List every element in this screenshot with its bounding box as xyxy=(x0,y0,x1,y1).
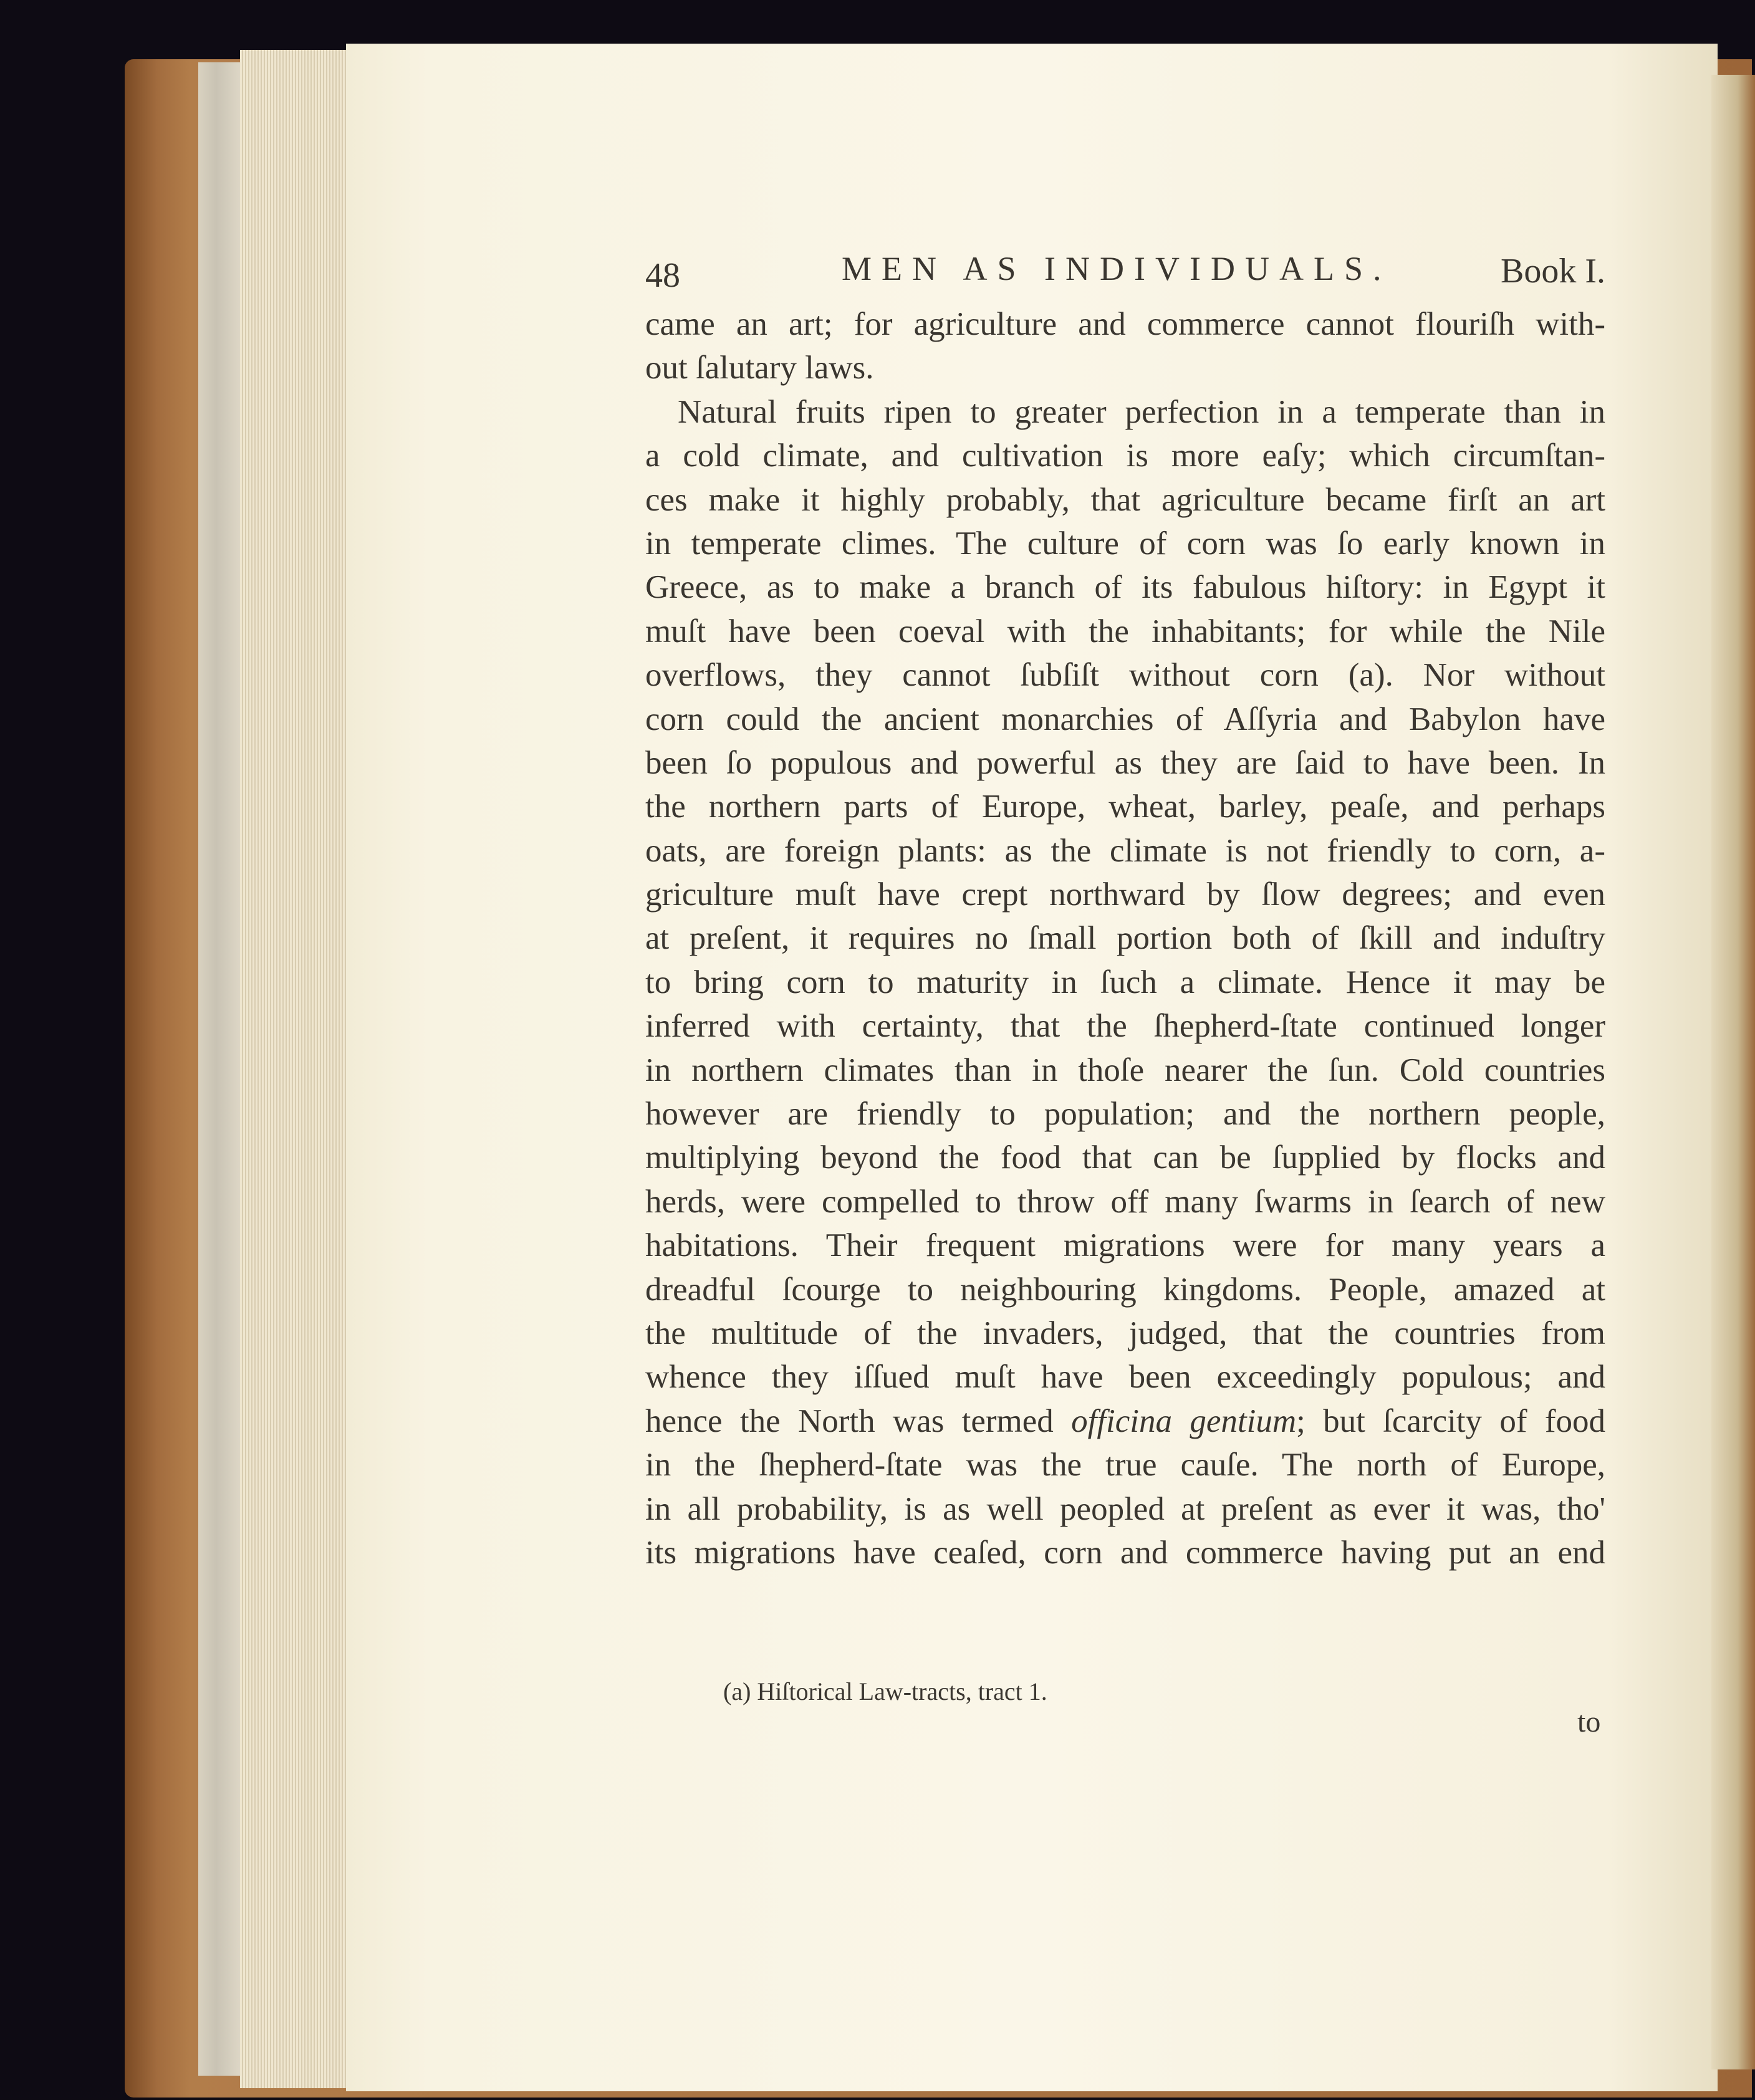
page-edges xyxy=(240,50,350,2088)
body-line: been ſo populous and powerful as they are ſaid to have been. In xyxy=(645,744,1605,781)
body-line: however are friendly to population; and the northern people, xyxy=(645,1096,1605,1133)
body-line: its migrations have ceaſed, corn and commerce having put an end xyxy=(645,1534,1605,1571)
body-line: habitations. Their frequent migrations were for many years a xyxy=(645,1227,1605,1264)
body-line: corn could the ancient monarchies of Aſſyria and Babylon have xyxy=(645,701,1605,737)
body-line: griculture muſt have crept northward by ſlow degrees; and even xyxy=(645,876,1605,913)
body-line: in all probability, is as well peopled at preſent as ever it was, tho' xyxy=(645,1490,1605,1527)
body-line: herds, were compelled to throw off many ſwarms in ſearch of new xyxy=(645,1183,1605,1220)
body-line: hence the North was termed officina gentium; but ſcarcity of food xyxy=(645,1402,1605,1439)
body-line: whence they iſſued muſt have been exceedingly populous; and xyxy=(645,1359,1605,1396)
body-line: multiplying beyond the food that can be ſupplied by flocks and xyxy=(645,1139,1605,1176)
body-line: came an art; for agriculture and commerce cannot flouriſh with- xyxy=(645,306,1605,342)
body-line: the multitude of the invaders, judged, that the countries from xyxy=(645,1315,1605,1351)
body-line: to bring corn to maturity in ſuch a climate. Hence it may be xyxy=(645,964,1605,1000)
running-title: MEN AS INDIVIDUALS. xyxy=(842,250,1392,287)
body-line: ces make it highly probably, that agriculture became firſt an art xyxy=(645,481,1605,518)
page-number: 48 xyxy=(645,256,680,295)
body-line: the northern parts of Europe, wheat, barley, peaſe, and perhaps xyxy=(645,789,1605,825)
body-line: muſt have been coeval with the inhabitants; for while the Nile xyxy=(645,613,1605,650)
body-line: Natural fruits ripen to greater perfection in a temperate than in xyxy=(678,393,1605,430)
facing-page-edge xyxy=(1711,75,1755,2069)
body-line: dreadful ſcourge to neighbouring kingdoms. People, amazed at xyxy=(645,1271,1605,1308)
body-line: Greece, as to make a branch of its fabulous hiſtory: in Egypt it xyxy=(645,569,1605,606)
catchword: to xyxy=(1577,1705,1601,1738)
marbled-endpaper xyxy=(198,62,243,2076)
body-text xyxy=(645,302,1605,1575)
body-line: overflows, they cannot ſubſiſt without corn (a). Nor without xyxy=(645,657,1605,694)
body-line: at preſent, it requires no ſmall portion both of ſkill and induſtry xyxy=(645,920,1605,957)
footnote-text: (a) Hiſtorical Law-tracts, tract 1. xyxy=(723,1677,1047,1705)
body-line: inferred with certainty, that the ſhepherd-ſtate continued longer xyxy=(645,1008,1605,1045)
body-line: oats, are foreign plants: as the climate is not friendly to corn, a- xyxy=(645,832,1605,869)
body-line: out ſalutary laws. xyxy=(645,350,874,386)
italic-phrase: officina gentium xyxy=(1071,1402,1297,1439)
body-line: in the ſhepherd-ſtate was the true cauſe. The north of Europe, xyxy=(645,1447,1605,1484)
body-line: a cold climate, and cultivation is more eaſy; which circumſtan- xyxy=(645,438,1605,474)
body-line: in temperate climes. The culture of corn was ſo early known in xyxy=(645,525,1605,562)
running-head xyxy=(645,246,1605,302)
book-label: Book I. xyxy=(1501,252,1605,290)
page-text-block xyxy=(645,246,1605,1575)
body-line: in northern climates than in thoſe nearer the ſun. Cold countries xyxy=(645,1052,1605,1088)
